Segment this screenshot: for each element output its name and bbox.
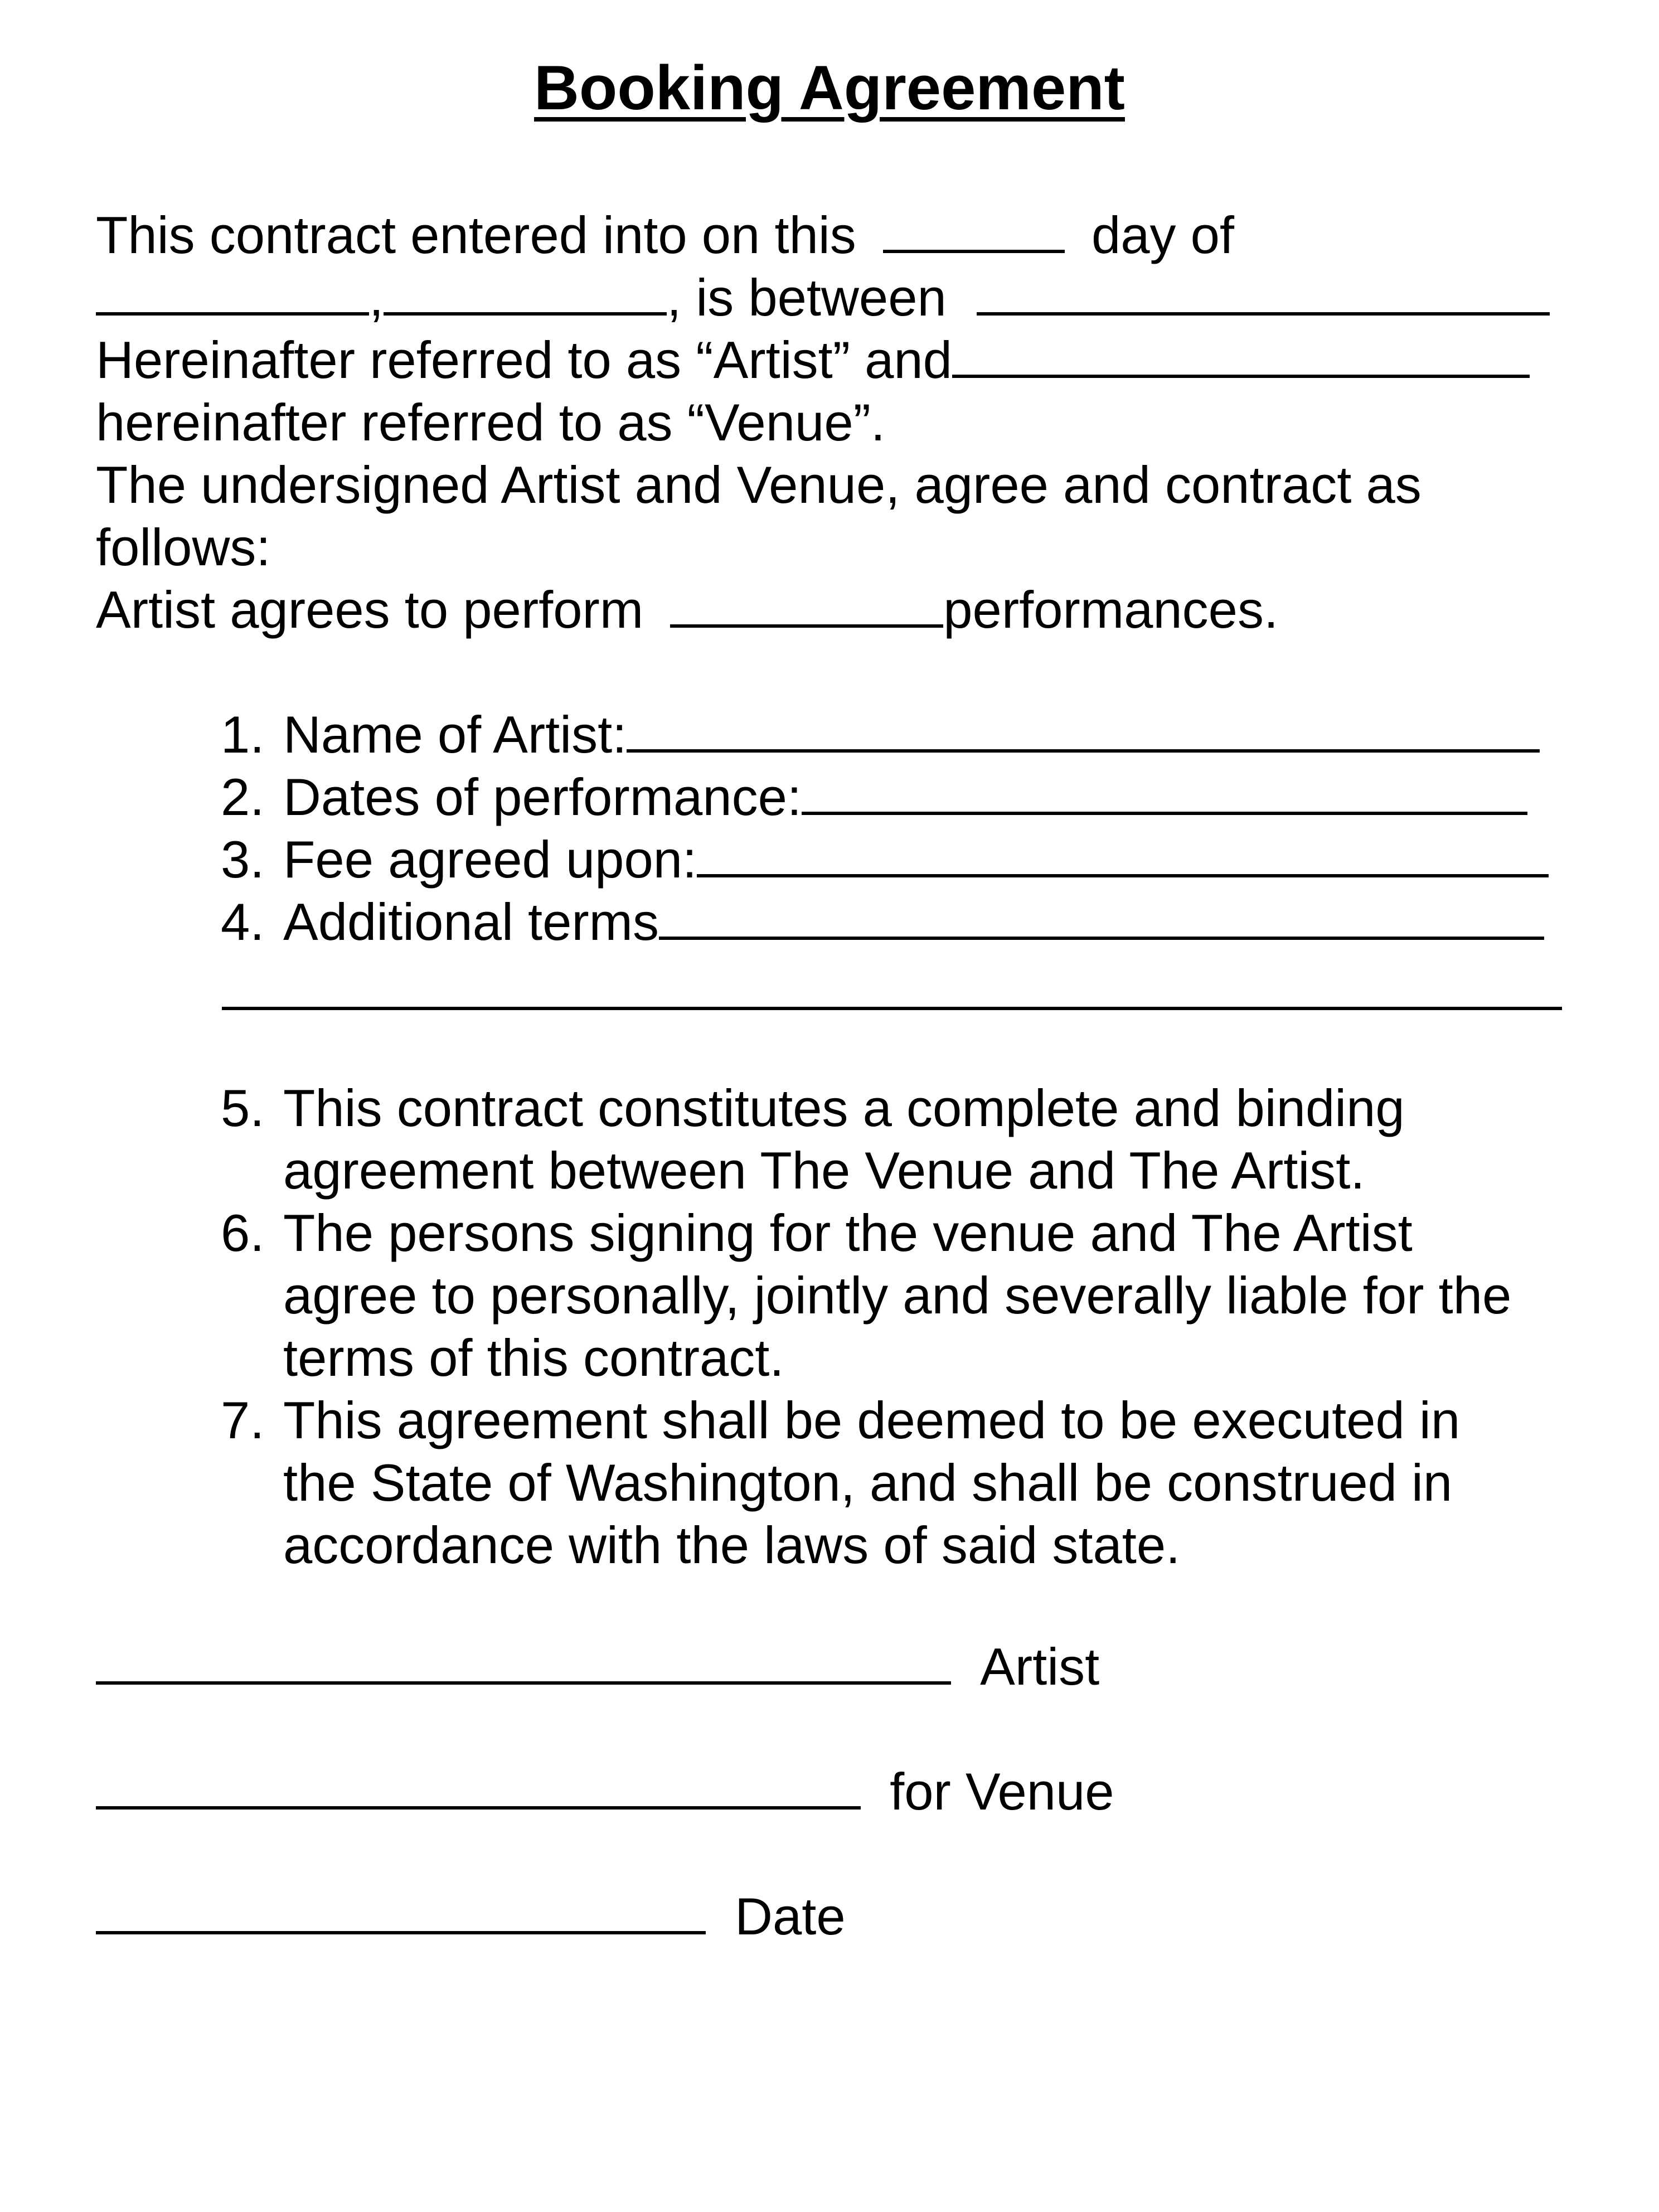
field-label: Dates of performance: (283, 768, 802, 826)
field-number: 2. (221, 768, 265, 826)
field-label: Name of Artist: (283, 705, 627, 764)
intro-text: , is between (667, 268, 947, 327)
artist-signature-row (96, 1636, 1099, 1698)
intro-line-6: follows: (96, 518, 271, 576)
intro-line-4: hereinafter referred to as “Venue”. (96, 393, 886, 452)
day-blank[interactable] (883, 250, 1065, 253)
field-fee (283, 828, 1549, 891)
date-signature-row (96, 1885, 846, 1948)
intro-line-2 (96, 266, 1550, 329)
document-title: Booking Agreement (534, 53, 1125, 123)
field-performance-dates (283, 766, 1527, 828)
artist-signature-label: Artist (980, 1637, 1100, 1696)
clause-5-line-1: This contract constitutes a complete and binding (283, 1079, 1405, 1137)
date-label: Date (735, 1887, 846, 1946)
intro-line-5: The undersigned Artist and Venue, agree and contract as (96, 455, 1422, 514)
venue-party-blank[interactable] (952, 375, 1530, 378)
clause-6-line-3: terms of this contract. (283, 1328, 784, 1387)
venue-signature-row (96, 1760, 1114, 1823)
intro-text: , (369, 268, 384, 327)
clause-6-line-2: agree to personally, jointly and severally liable for the (283, 1266, 1512, 1325)
fee-blank[interactable] (697, 874, 1549, 877)
intro-line-1 (96, 204, 1234, 266)
field-number: 3. (221, 830, 265, 889)
year-blank[interactable] (384, 312, 667, 316)
clause-number: 5. (221, 1079, 265, 1137)
venue-signature-label: for Venue (890, 1762, 1114, 1821)
intro-text: This contract entered into on this (96, 206, 856, 264)
artist-party-blank[interactable] (977, 312, 1550, 316)
artist-signature-line[interactable] (96, 1681, 951, 1685)
field-number: 1. (221, 705, 265, 764)
clause-5-line-2: agreement between The Venue and The Artist. (283, 1141, 1365, 1200)
intro-line-7 (96, 579, 1278, 641)
intro-text: Hereinafter referred to as “Artist” and (96, 331, 952, 389)
clause-6-line-1: The persons signing for the venue and The Artist (283, 1204, 1413, 1262)
clause-7-line-1: This agreement shall be deemed to be executed in (283, 1391, 1461, 1449)
performances-count-blank[interactable] (670, 624, 943, 628)
date-line[interactable] (96, 1931, 706, 1934)
intro-text: performances. (943, 580, 1279, 639)
additional-terms-continuation-line[interactable] (222, 1007, 1562, 1010)
field-artist-name (283, 704, 1540, 766)
month-blank[interactable] (96, 312, 369, 316)
field-number: 4. (221, 892, 265, 951)
intro-line-3 (96, 329, 1530, 391)
clause-number: 6. (221, 1204, 265, 1262)
field-label: Additional terms (283, 892, 659, 951)
performance-dates-blank[interactable] (802, 812, 1527, 815)
field-label: Fee agreed upon: (283, 830, 697, 889)
venue-signature-line[interactable] (96, 1806, 861, 1810)
clause-7-line-3: accordance with the laws of said state. (283, 1516, 1181, 1574)
intro-text: day of (1091, 206, 1235, 264)
artist-name-blank[interactable] (627, 749, 1540, 753)
clause-7-line-2: the State of Washington, and shall be construed in (283, 1453, 1453, 1512)
field-additional-terms (283, 891, 1544, 953)
additional-terms-blank[interactable] (659, 937, 1544, 940)
intro-text: Artist agrees to perform (96, 580, 644, 639)
clause-number: 7. (221, 1391, 265, 1449)
